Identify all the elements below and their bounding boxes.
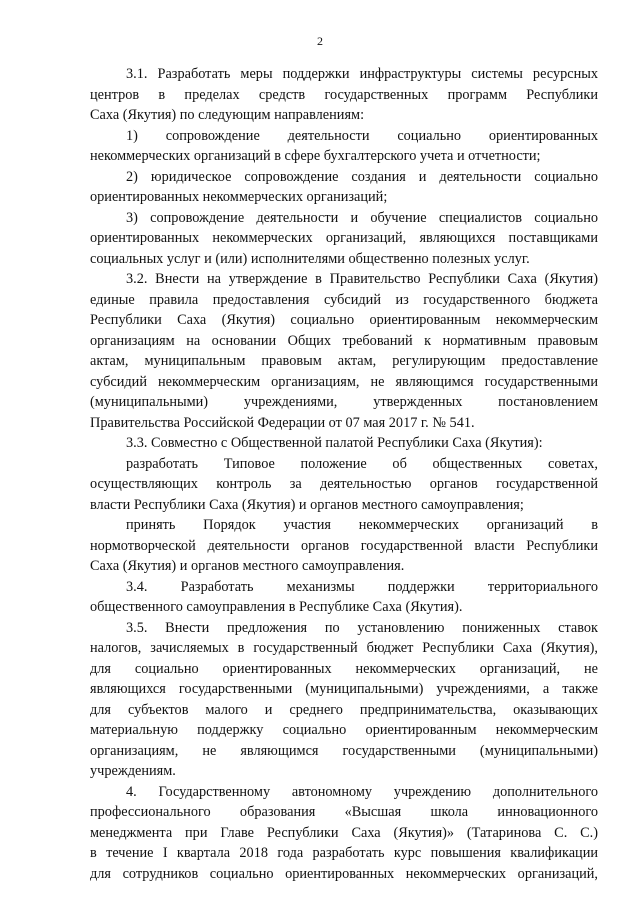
text-line: Саха (Якутия) по следующим направлениям: <box>90 107 365 123</box>
text-line: 3.2. Внести на утверждение в Правительство Республики Саха (Якутия) <box>126 271 598 287</box>
text-line: организациям на основании Общих требований к нормативным правовым <box>90 332 598 349</box>
text-line: 1) сопровождение деятельности социально ориентированных <box>126 127 598 144</box>
text-line: для социально ориентированных некоммерческих организаций, не <box>90 660 598 677</box>
text-line: ориентированных некоммерческих организаций; <box>90 189 388 205</box>
text-line: 3.4. Разработать механизмы поддержки территориального <box>126 578 598 595</box>
text-line: нормотворческой деятельности органов государственной власти Республики <box>90 537 598 554</box>
text-line: 3.1. Разработать меры поддержки инфраструктуры системы ресурсных <box>126 66 598 82</box>
text-line: в течение I квартала 2018 года разработать курс повышения квалификации <box>90 845 598 861</box>
text-line: субсидий некоммерческим организациям, не являющимся государственными <box>90 373 598 390</box>
text-line: менеджмента при Главе Республики Саха (Якутия)» (Татаринова С. С.) <box>90 824 598 841</box>
text-line: Правительства Российской Федерации от 07 мая 2017 г. № 541. <box>90 414 475 431</box>
text-line: организациям, не являющимся государственными (муниципальными) <box>90 742 598 759</box>
text-line: принять Порядок участия некоммерческих организаций в <box>126 517 598 533</box>
text-line: налогов, зачисляемых в государственный бюджет Республики Саха (Якутия), <box>90 640 598 656</box>
text-line: 3.5. Внести предложения по установлению пониженных ставок <box>126 619 598 636</box>
text-line: центров в пределах средств государственных программ Республики <box>90 86 598 103</box>
text-line: актам, муниципальным правовым актам, регулирующим предоставление <box>90 353 598 369</box>
text-line: разработать Типовое положение об общественных советах, <box>126 455 598 472</box>
text-line: некоммерческих организаций в сфере бухгалтерского учета и отчетности; <box>90 148 541 164</box>
text-line: 4. Государственному автономному учреждению дополнительного <box>126 783 598 800</box>
document-body <box>90 64 598 884</box>
text-line: профессионального образования «Высшая школа инновационного <box>90 804 598 820</box>
text-line: единые правила предоставления субсидий из государственного бюджета <box>90 291 598 308</box>
text-line: 2) юридическое сопровождение создания и деятельности социально <box>126 168 598 185</box>
text-line: социальных услуг и (или) исполнителями общественно полезных услуг. <box>90 250 530 267</box>
text-line: Саха (Якутия) и органов местного самоуправления. <box>90 558 405 574</box>
text-line: (муниципальными) учреждениями, утвержденных постановлением <box>90 394 598 410</box>
text-line: являющихся государственными (муниципальными) учреждениями, а также <box>90 681 598 697</box>
text-line: 3) сопровождение деятельности и обучение специалистов социально <box>126 209 598 226</box>
text-line: осуществляющих контроль за деятельностью органов государственной <box>90 476 598 492</box>
text-line: общественного самоуправления в Республике Саха (Якутия). <box>90 599 463 615</box>
text-line: власти Республики Саха (Якутия) и органов местного самоуправления; <box>90 496 524 513</box>
text-line: ориентированных некоммерческих организаций, являющихся поставщиками <box>90 230 598 246</box>
text-line: для сотрудников социально ориентированных некоммерческих организаций, <box>90 865 598 882</box>
text-line: для субъектов малого и среднего предпринимательства, оказывающих <box>90 701 598 718</box>
text-line: материальную поддержку социально ориентированным некоммерческим <box>90 722 598 738</box>
text-line: 3.3. Совместно с Общественной палатой Республики Саха (Якутия): <box>126 435 543 451</box>
page-number: 2 <box>317 34 323 48</box>
text-line: Республики Саха (Якутия) социально ориентированным некоммерческим <box>90 312 598 328</box>
text-line: учреждениям. <box>90 763 176 779</box>
